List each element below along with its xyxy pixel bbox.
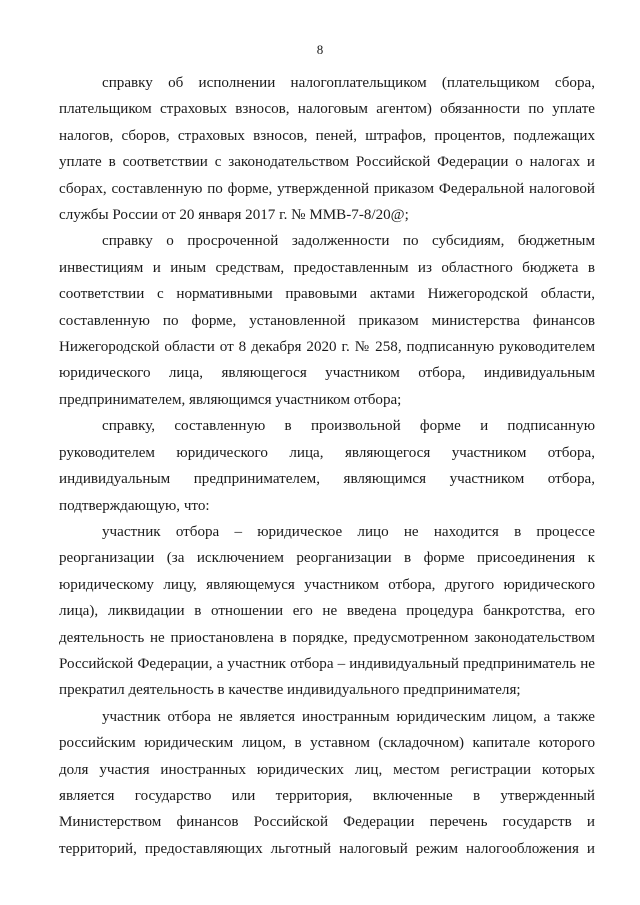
page-number: 8: [316, 42, 324, 57]
paragraph-reorganization-condition: участник отбора – юридическое лицо не находится в процессе реорганизации (за исключением реорганизации в форме присоединения к юридическому лицу, являющемуся участником отбора, другого юридического лица), ликвидации в отношении его не введена процедура банкротства, его деятельность не приостановлена в порядке, предусмотренном законодательством Российской Федерации, а участник отбора – индивидуальный предприниматель не прекратил деятельность в качестве индивидуального предпринимателя;: [59, 523, 595, 699]
paragraph-free-form-certificate: справку, составленную в произвольной форме и подписанную руководителем юридического лица, являющегося участником отбора, индивидуальным предпринимателем, являющимся участником отбора, подтверждающую, что:: [59, 418, 595, 514]
paragraph-overdue-debt-certificate: справку о просроченной задолженности по субсидиям, бюджетным инвестициям и иным средствам, предоставленным из областного бюджета в соответствии с нормативными правовыми актами Нижегородской области, составленную по форме, установленной приказом министерства финансов Нижегородской области от 8 декабря 2020 г. № 258, подписанную руководителем юридического лица, являющегося участником отбора, индивидуальным предпринимателем, являющимся участником отбора;: [59, 233, 595, 408]
paragraph-foreign-entity-condition: участник отбора не является иностранным юридическим лицом, а также российским юридическим лицом, в уставном (складочном) капитале которого доля участия иностранных юридических лиц, местом регистрации которых является государство или территория, включенные в утвержденный Министерством финансов Российской Федерации перечень государств и территорий, предоставляющих льготный налоговый режим налогообложения и: [59, 708, 595, 857]
paragraph-tax-certificate: справку об исполнении налогоплательщиком (плательщиком сбора, плательщиком страховых взносов, налоговым агентом) обязанности по уплате налогов, сборов, страховых взносов, пеней, штрафов, процентов, подлежащих уплате в соответствии с законодательством Российской Федерации о налогах и сборах, составленную по форме, утвержденной приказом Федеральной налоговой службы России от 20 января 2017 г. № ММВ-7-8/20@;: [59, 75, 595, 224]
document-body: [59, 70, 595, 862]
